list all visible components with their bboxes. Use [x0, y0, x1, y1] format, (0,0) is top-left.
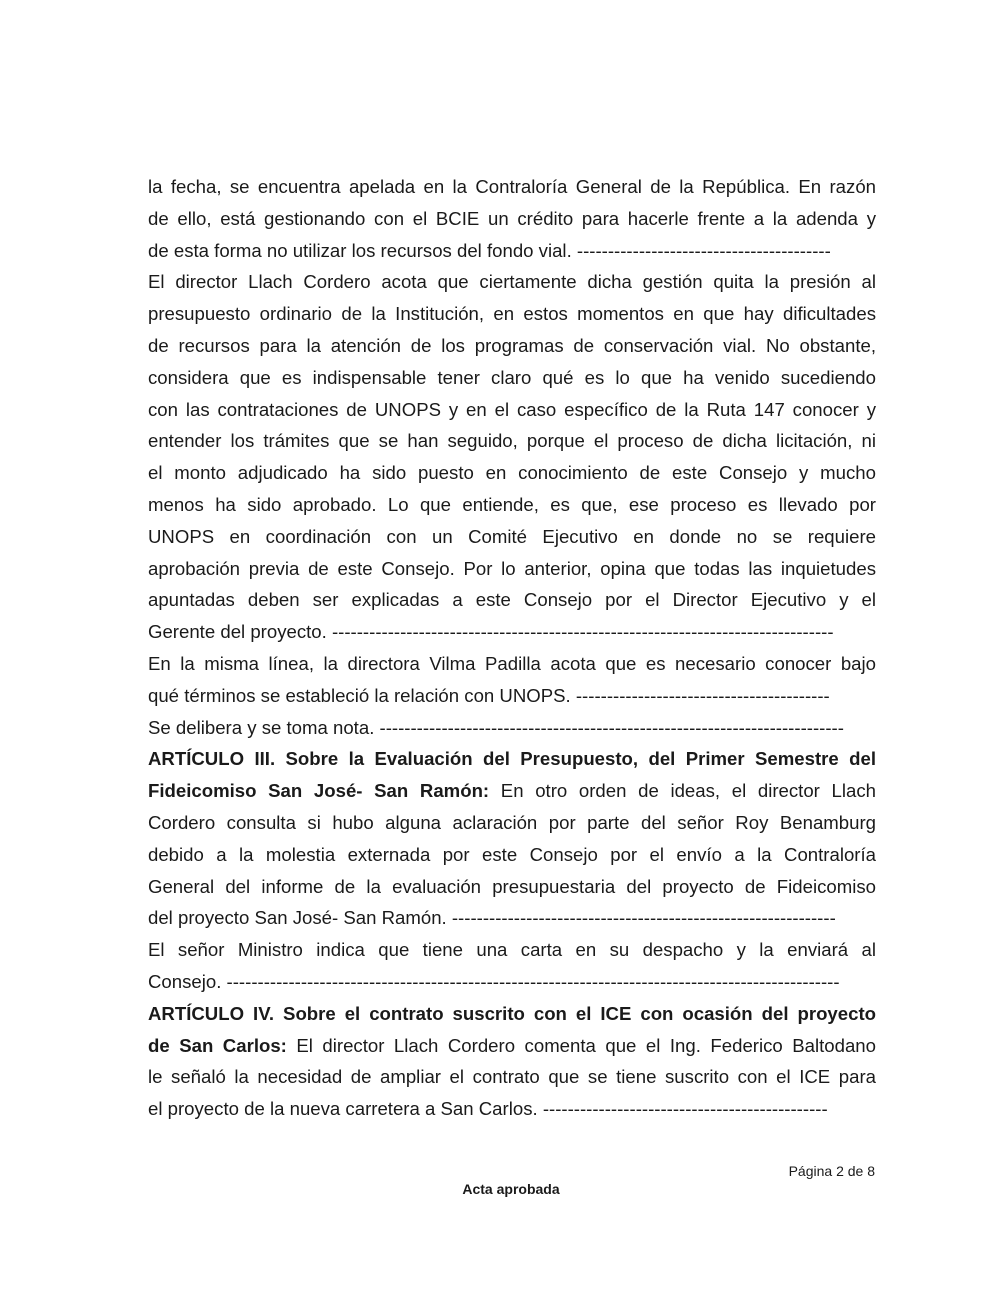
text-line: [148, 1030, 876, 1062]
text-line: aprobación previa de este Consejo. Por lo anterior, opina que todas las inquietudes: [148, 557, 876, 579]
text-line: El señor Ministro indica que tiene una carta en su despacho y la enviará al: [148, 939, 876, 961]
text-line: apuntadas deben ser explicadas a este Consejo por el Director Ejecutivo y el: [148, 589, 876, 611]
page-number: Página 2 de 8: [788, 1163, 875, 1179]
text-line: Gerente del proyecto. ---------------------------------------------------------------------------------: [148, 621, 834, 643]
document-body: [148, 171, 876, 1125]
article-iii-heading: ARTÍCULO III. Sobre la Evaluación del Presupuesto, del Primer Semestre del: [148, 748, 876, 770]
text-line: Consejo. ---------------------------------------------------------------------------------------------------: [148, 970, 840, 992]
text-line: de recursos para la atención de los programas de conservación vial. No obstante,: [148, 334, 876, 356]
text-line: [148, 775, 876, 807]
text-line: El director Llach Cordero acota que ciertamente dicha gestión quita la presión al: [148, 271, 876, 293]
article-iii-text: En otro orden de ideas, el director Llach: [489, 780, 876, 802]
text-line: debido a la molestia externada por este Consejo por el envío a la Contraloría: [148, 843, 876, 865]
text-line: Cordero consulta si hubo alguna aclaración por parte del señor Roy Benamburg: [148, 811, 876, 833]
article-heading: [148, 743, 876, 775]
text-line: le señaló la necesidad de ampliar el contrato que se tiene suscrito con el ICE para: [148, 1066, 876, 1088]
text-line: entender los trámites que se han seguido, porque el proceso de dicha licitación, ni: [148, 430, 876, 452]
text-line: el proyecto de la nueva carretera a San Carlos. ----------------------------------------------: [148, 1098, 828, 1120]
text-line: de esta forma no utilizar los recursos del fondo vial. -----------------------------------------: [148, 239, 831, 261]
article-iv-text: El director Llach Cordero comenta que el Ing. Federico Baltodano: [286, 1034, 876, 1056]
text-line: UNOPS en coordinación con un Comité Ejecutivo en donde no se requiere: [148, 525, 876, 547]
article-heading: [148, 998, 876, 1030]
text-line: el monto adjudicado ha sido puesto en conocimiento de este Consejo y mucho: [148, 462, 876, 484]
footer-label: Acta aprobada: [462, 1181, 560, 1197]
text-line: considera que es indispensable tener claro qué es lo que ha venido sucediendo: [148, 366, 876, 388]
article-iv-heading-cont: de San Carlos:: [148, 1034, 287, 1056]
text-line: Se delibera y se toma nota. ---------------------------------------------------------------------------: [148, 716, 844, 738]
text-line: del proyecto San José- San Ramón. --------------------------------------------------------------: [148, 907, 836, 929]
text-line: General del informe de la evaluación presupuestaria del proyecto de Fideicomiso: [148, 875, 876, 897]
text-line: la fecha, se encuentra apelada en la Contraloría General de la República. En razón: [148, 176, 876, 197]
text-line: qué términos se estableció la relación con UNOPS. -----------------------------------------: [148, 684, 830, 706]
text-line: de ello, está gestionando con el BCIE un crédito para hacerle frente a la adenda y: [148, 207, 876, 229]
text-line: con las contrataciones de UNOPS y en el caso específico de la Ruta 147 conocer y: [148, 398, 876, 420]
text-line: presupuesto ordinario de la Institución, en estos momentos en que hay dificultades: [148, 303, 876, 325]
article-iv-heading: ARTÍCULO IV. Sobre el contrato suscrito con el ICE con ocasión del proyecto: [148, 1002, 876, 1024]
text-line: menos ha sido aprobado. Lo que entiende, es que, ese proceso es llevado por: [148, 493, 876, 515]
text-line: En la misma línea, la directora Vilma Padilla acota que es necesario conocer bajo: [148, 652, 876, 674]
article-iii-heading-cont: Fideicomiso San José- San Ramón:: [148, 780, 490, 802]
